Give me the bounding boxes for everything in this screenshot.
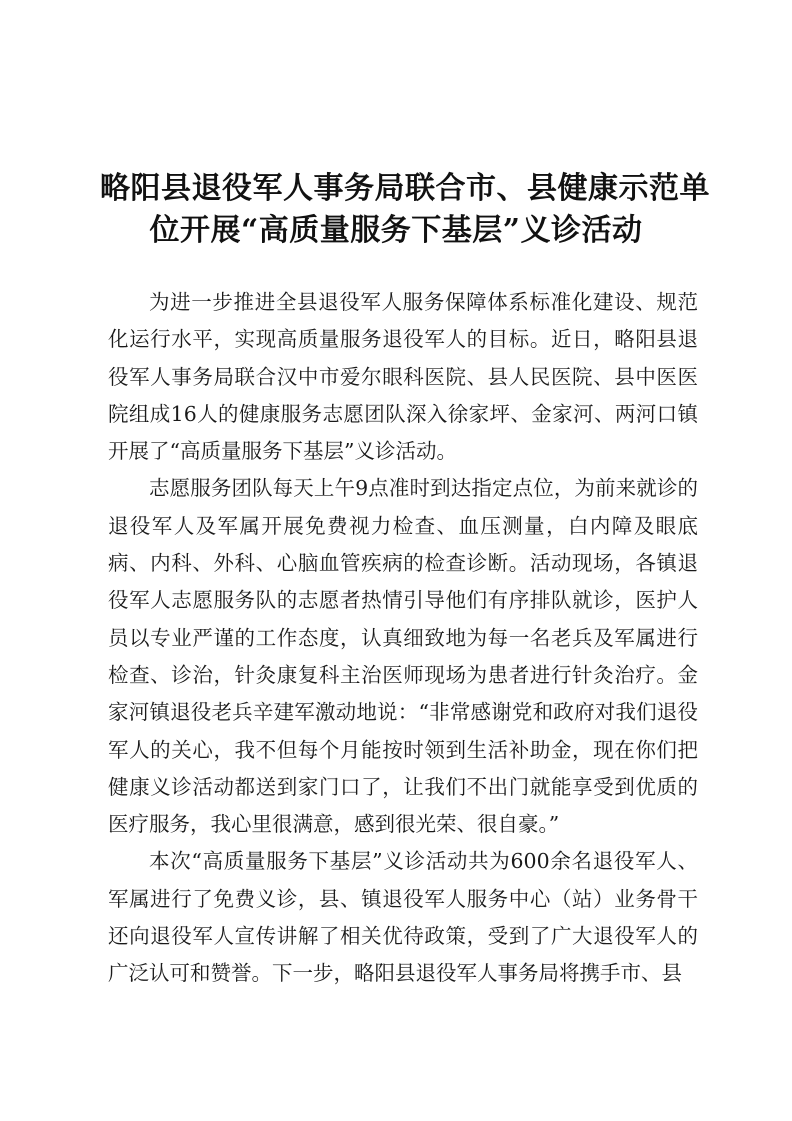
document-title bbox=[100, 168, 710, 252]
paragraph-1: 为进一步推进全县退役军人服务保障体系标准化建设、规范化运行水平，实现高质量服务退役军人的目标。近日，略阳县退役军人事务局联合汉中市爱尔眼科医院、县人民医院、县中医医院组成16人的健康服务志愿团队深入徐家坪、金家河、两河口镇开展了“高质量服务下基层”义诊活动。 bbox=[108, 290, 698, 464]
paragraph-3: 本次“高质量服务下基层”义诊活动共为600余名退役军人、军属进行了免费义诊，县、镇退役军人服务中心（站）业务骨干还向退役军人宣传讲解了相关优待政策，受到了广大退役军人的广泛认可和赞誉。下一步，略阳县退役军人事务局将携手市、县 bbox=[108, 849, 698, 986]
document-body bbox=[108, 284, 698, 993]
paragraph-2: 志愿服务团队每天上午9点准时到达指定点位，为前来就诊的退役军人及军属开展免费视力检查、血压测量，白内障及眼底病、内科、外科、心脑血管疾病的检查诊断。活动现场，各镇退役军人志愿服务队的志愿者热情引导他们有序排队就诊，医护人员以专业严谨的工作态度，认真细致地为每一名老兵及军属进行检查、诊治，针灸康复科主治医师现场为患者进行针灸治疗。金家河镇退役老兵辛建军激动地说：“非常感谢党和政府对我们退役军人的关心，我不但每个月能按时领到生活补助金，现在你们把健康义诊活动都送到家门口了，让我们不出门就能享受到优质的医疗服务，我心里很满意，感到很光荣、很自豪。” bbox=[108, 476, 698, 837]
title-line-2: 位开展“高质量服务下基层”义诊活动 bbox=[149, 213, 643, 248]
title-line-1: 略阳县退役军人事务局联合市、县健康示范单 bbox=[100, 171, 710, 206]
